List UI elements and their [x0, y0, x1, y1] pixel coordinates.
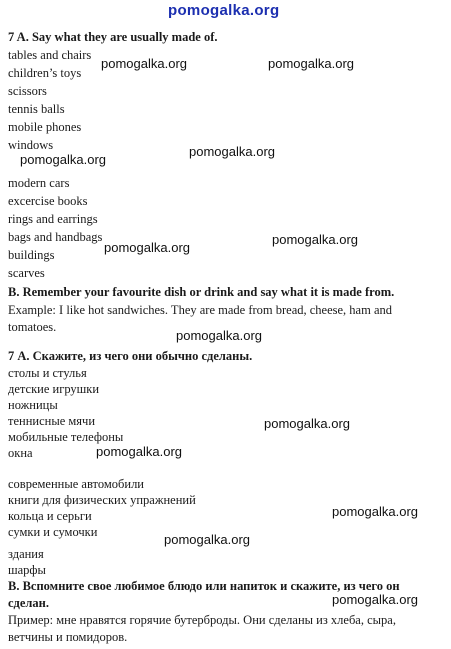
- exercise-7a-title: 7 A. Say what they are usually made of.: [8, 30, 218, 44]
- site-watermark-header: pomogalka.org: [168, 2, 280, 19]
- list-item: столы и стулья: [8, 366, 87, 380]
- example-text: Example: I like hot sandwiches. They are made from bread, cheese, ham and tomatoes.: [8, 303, 392, 334]
- site-watermark: pomogalka.org: [332, 592, 418, 607]
- list-item: scarves: [8, 266, 45, 280]
- list-item: scissors: [8, 84, 47, 98]
- list-item: книги для физических упражнений: [8, 493, 196, 507]
- list-item: children’s toys: [8, 66, 82, 80]
- list-item: rings and earrings: [8, 212, 98, 226]
- exercise-7a-title-ru: 7 А. Скажите, из чего они обычно сделаны.: [8, 349, 253, 363]
- list-item: ножницы: [8, 398, 58, 412]
- list-item: современные автомобили: [8, 477, 144, 491]
- exercise-7b-title: B. Remember your favourite dish or drink and say what it is made from.: [8, 285, 395, 299]
- site-watermark: pomogalka.org: [272, 232, 358, 247]
- site-watermark: pomogalka.org: [104, 240, 190, 255]
- list-item: tennis balls: [8, 102, 65, 116]
- list-item: мобильные телефоны: [8, 430, 124, 444]
- site-watermark: pomogalka.org: [264, 416, 350, 431]
- site-watermark: pomogalka.org: [101, 56, 187, 71]
- list-item: mobile phones: [8, 120, 82, 134]
- site-watermark: pomogalka.org: [332, 504, 418, 519]
- list-item: кольца и серьги: [8, 509, 92, 523]
- list-item: здания: [8, 547, 44, 561]
- list-item: buildings: [8, 248, 55, 262]
- list-item: окна: [8, 446, 33, 460]
- list-item: шарфы: [8, 563, 46, 577]
- list-item: сумки и сумочки: [8, 525, 98, 539]
- site-watermark: pomogalka.org: [189, 144, 275, 159]
- site-watermark: pomogalka.org: [20, 152, 106, 167]
- list-item: modern cars: [8, 176, 70, 190]
- list-item: теннисные мячи: [8, 414, 96, 428]
- example-text-ru: Пример: мне нравятся горячие бутерброды. Они сделаны из хлеба, сыра, ветчины и помидоров.: [8, 613, 396, 644]
- list-item: bags and handbags: [8, 230, 103, 244]
- list-item: детские игрушки: [8, 382, 100, 396]
- site-watermark: pomogalka.org: [164, 532, 250, 547]
- list-item: windows: [8, 138, 54, 152]
- list-item: tables and chairs: [8, 48, 92, 62]
- site-watermark: pomogalka.org: [268, 56, 354, 71]
- site-watermark: pomogalka.org: [176, 328, 262, 343]
- exercise-7b-title-ru: В. Вспомните свое любимое блюдо или напиток и скажите, из чего он сделан.: [8, 579, 400, 610]
- site-watermark: pomogalka.org: [96, 444, 182, 459]
- list-item: excercise books: [8, 194, 88, 208]
